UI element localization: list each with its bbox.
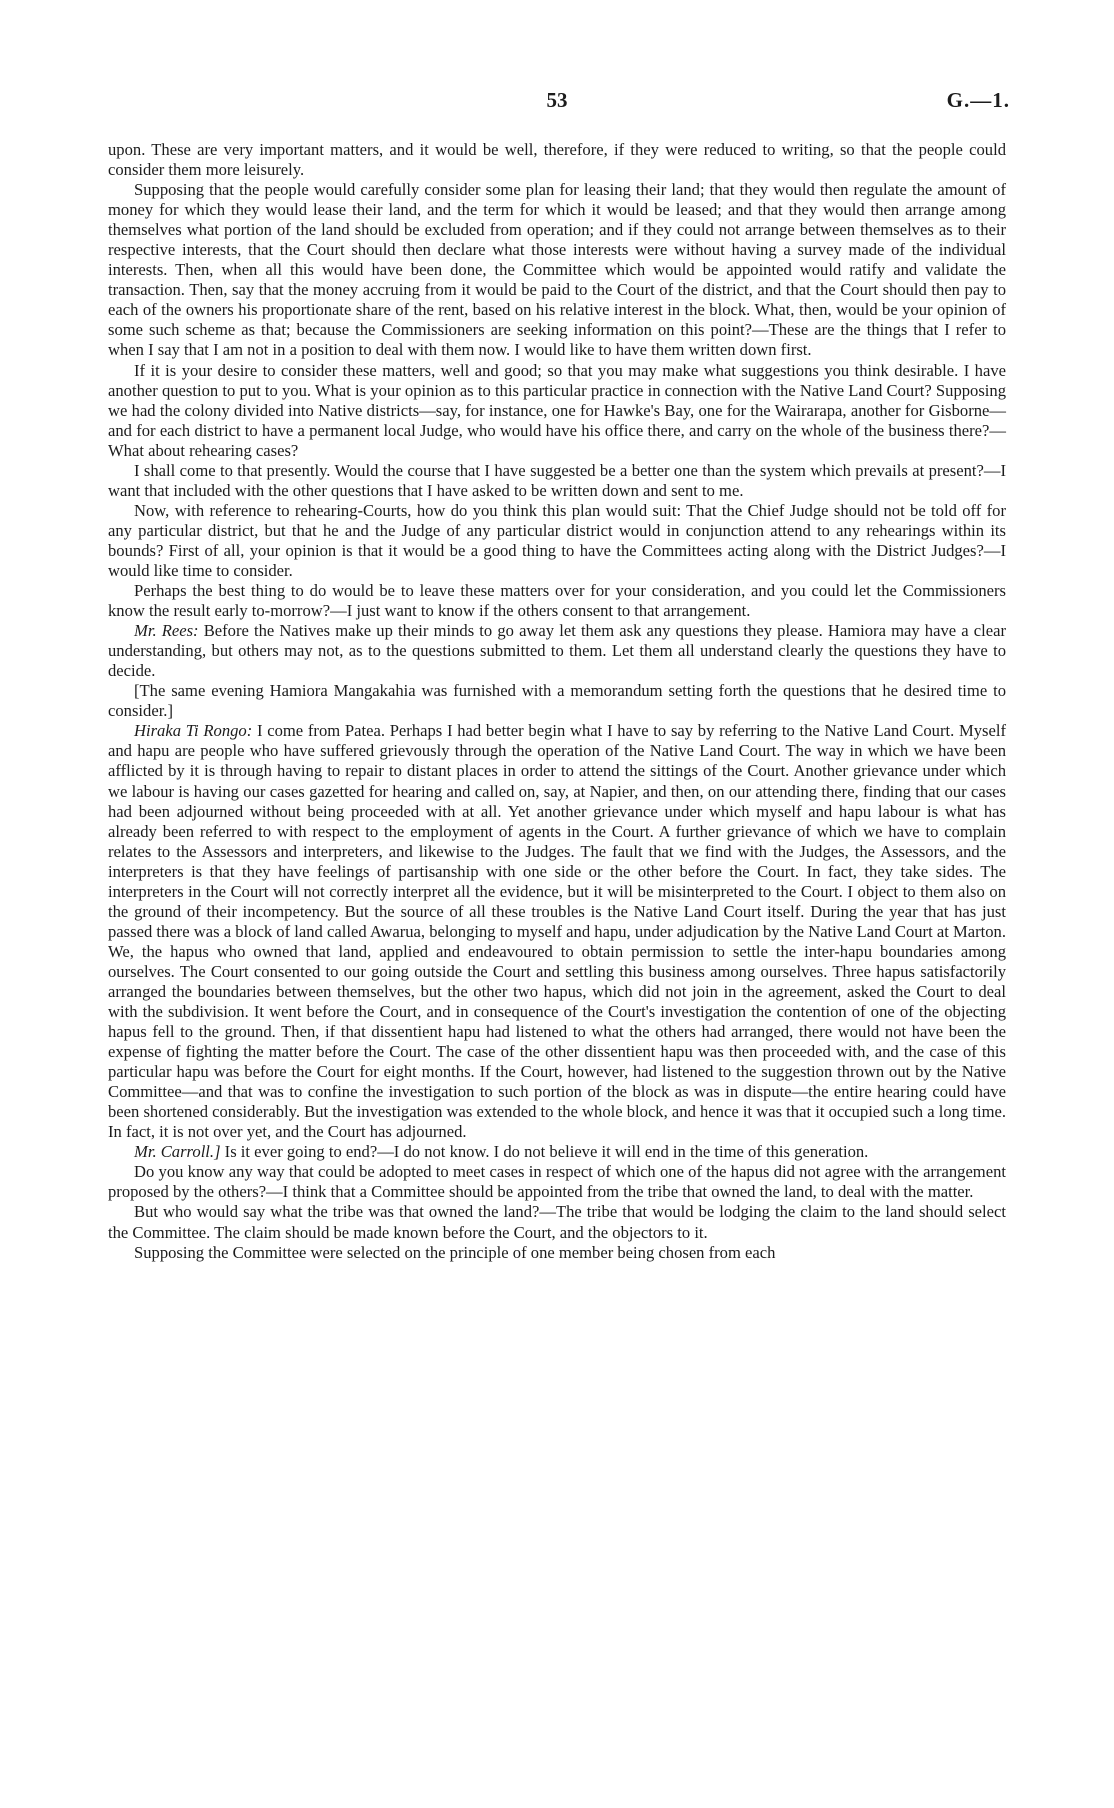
paragraph — [108, 721, 1006, 1142]
paragraph-text: Do you know any way that could be adopted to meet cases in respect of which one of the hapus did not agree with the arrangement proposed by the others?—I think that a Committee should be appointed from the tribe that owned the land, to deal with the matter. — [108, 1162, 1006, 1202]
page-header — [0, 88, 1114, 118]
paragraph — [108, 180, 1006, 360]
speaker-name: Hiraka Ti Rongo: — [134, 721, 253, 741]
paragraph — [108, 1162, 1006, 1202]
paragraph-text: upon. These are very important matters, and it would be well, therefore, if they were reduced to writing, so that the people could consider them more leisurely. — [108, 140, 1006, 180]
paragraph — [108, 461, 1006, 501]
paragraph-text: I come from Patea. Perhaps I had better begin what I have to say by referring to the Native Land Court. Myself and hapu are people who have suffered grievously through the operation of the Native Land Court. The way in which we have been afflicted by it is through having to repair to distant places in order to attend the sittings of the Court. Another grievance under which we labour is having our cases gazetted for hearing and called on, say, at Napier, and then, on our attending there, finding that our cases had been adjourned without being proceeded with at all. Yet another grievance under which myself and hapu labour is what has already been referred to with respect to the employment of agents in the Court. A further grievance of which we have to complain relates to the Assessors and interpreters, and likewise to the Judges. The fault that we find with the Judges, the Assessors, and the interpreters is that they have feelings of partisanship with one side or the other before the Court. In fact, they take sides. The interpreters in the Court will not correctly interpret all the evidence, but it will be misinterpreted to the Court. I object to them also on the ground of their incompetency. But the source of all these troubles is the Native Land Court itself. During the year that has just passed there was a block of land called Awarua, belonging to myself and hapu, under adjudication by the Native Land Court at Marton. We, the hapus who owned that land, applied and endeavoured to obtain permission to settle the inter-hapu boundaries among ourselves. The Court consented to our going outside the Court and settling this business among ourselves. Three hapus satisfactorily arranged the boundaries between themselves, but the other two hapus, which did not join in the agreement, asked the Court to deal with the subdivision. It went before the Court, and in consequence of the Court's investigation the contention of one of the objecting hapus fell to the ground. Then, if that dissentient hapu had listened to what the others had arranged, there would not have been the expense of fighting the matter before the Court. The case of the other dissentient hapu was then proceeded with, and the case of this particular hapu was before the Court for eight months. If the Court, however, had listened to the suggestion thrown out by the Native Committee—and that was to confine the investigation to such portion of the block as was in dispute—the entire hearing could have been shortened considerably. But the investigation was extended to the whole block, and hence it was that it occupied such a long time. In fact, it is not over yet, and the Court has adjourned. — [108, 721, 1006, 1142]
paragraph-text: Supposing that the people would carefully consider some plan for leasing their land; that they would then regulate the amount of money for which they would lease their land, and the term for which it would be leased; and that they would then arrange among themselves what portion of the land should be excluded from operation; and if they could not arrange between themselves as to their respective interests, that the Court should then declare what those interests were without having a survey made of the individual interests. Then, when all this would have been done, the Committee which would be appointed would ratify and validate the transaction. Then, say that the money accruing from it would be paid to the Court of the district, and that the Court should then pay to each of the owners his proportionate share of the rent, based on his relative interest in the block. What, then, would be your opinion of some such scheme as that; because the Commissioners are seeking information on this point?—These are the things that I refer to when I say that I am not in a position to deal with them now. I would like to have them written down first. — [108, 180, 1006, 360]
paragraph-text: Perhaps the best thing to do would be to leave these matters over for your consideration, and you could let the Commissioners know the result early to-morrow?—I just want to know if the others consent to that arrangement. — [108, 581, 1006, 621]
paragraph-text: If it is your desire to consider these matters, well and good; so that you may make what suggestions you think desirable. I have another question to put to you. What is your opinion as to this particular practice in connection with the Native Land Court? Supposing we had the colony divided into Native districts—say, for instance, one for Hawke's Bay, one for the Wairarapa, another for Gisborne—and for each district to have a permanent local Judge, who would have his office there, and carry on the whole of the business there?—What about rehearing cases? — [108, 360, 1006, 460]
paragraph-text: Before the Natives make up their minds to go away let them ask any questions they please. Hamiora may have a clear understanding, but others may not, as to the questions submitted to them. Let them all understand clearly the questions they have to decide. — [108, 621, 1006, 681]
paragraph — [108, 581, 1006, 621]
paragraph — [108, 621, 1006, 681]
paragraph-text: But who would say what the tribe was that owned the land?—The tribe that would be lodging the claim to the land should select the Committee. The claim should be made known before the Court, and the objectors to it. — [108, 1202, 1006, 1242]
paragraph-text: Now, with reference to rehearing-Courts, how do you think this plan would suit: That the Chief Judge should not be told off for any particular district, but that he and the Judge of any particular district would in conjunction attend to any rehearings within its bounds? First of all, your opinion is that it would be a good thing to have the Committees acting along with the District Judges?—I would like time to consider. — [108, 500, 1006, 580]
paragraph-text: I shall come to that presently. Would the course that I have suggested be a better one than the system which prevails at present?—I want that included with the other questions that I have asked to be written down and sent to me. — [108, 460, 1006, 500]
paragraph — [108, 1142, 1006, 1162]
speaker-name: Mr. Rees: — [134, 621, 199, 641]
document-body — [108, 140, 1006, 1263]
paragraph-text: Is it ever going to end?—I do not know. I do not believe it will end in the time of this generation. — [220, 1142, 869, 1162]
paragraph — [108, 1202, 1006, 1242]
speaker-name: Mr. Carroll.] — [134, 1142, 221, 1162]
document-reference: G.—1. — [946, 88, 1010, 112]
paragraph — [108, 140, 1006, 180]
paragraph-text: [The same evening Hamiora Mangakahia was furnished with a memorandum setting forth the questions that he desired time to consider.] — [108, 681, 1006, 721]
paragraph — [108, 501, 1006, 581]
paragraph-text: Supposing the Committee were selected on the principle of one member being chosen from each — [134, 1242, 776, 1262]
paragraph — [108, 1243, 1006, 1263]
page-number: 53 — [546, 88, 568, 112]
paragraph — [108, 681, 1006, 721]
paragraph — [108, 361, 1006, 461]
